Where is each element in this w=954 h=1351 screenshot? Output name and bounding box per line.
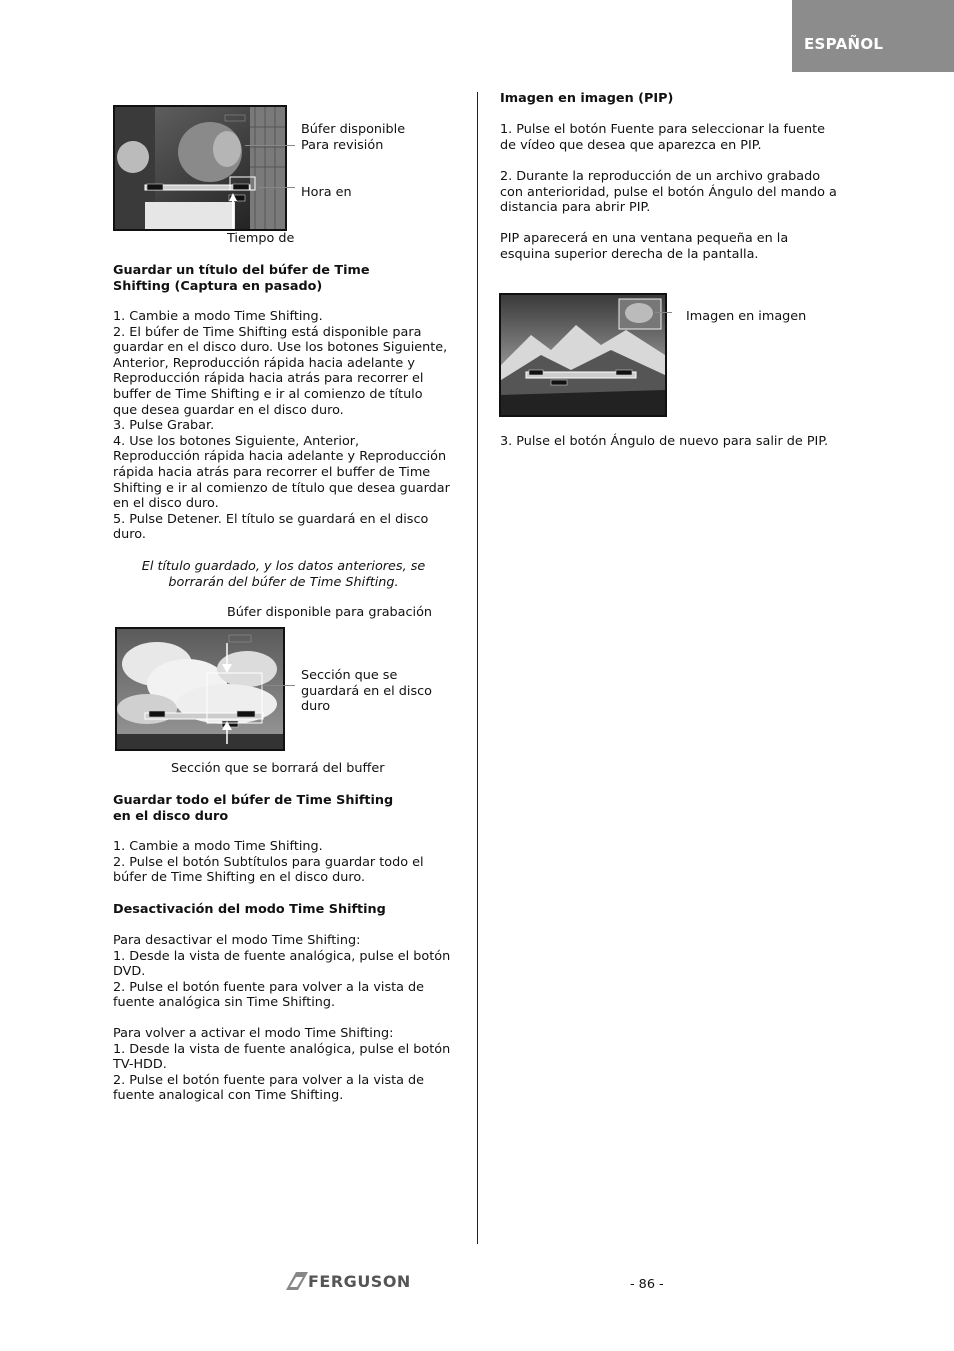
section-body-reactivate: Para volver a activar el modo Time Shifting: 1. Desde la vista de fuente analógica, pulse el botón TV-HDD. 2. Pulse el botón fuente para volver a la vista de fuente analogical con Time Shifting. bbox=[113, 1026, 451, 1104]
time-shift-figure-2 bbox=[115, 627, 285, 751]
pip-heading: Imagen en imagen (PIP) bbox=[500, 91, 674, 106]
column-divider bbox=[477, 92, 478, 1244]
figure-2-image bbox=[117, 629, 283, 749]
pointer-line-time bbox=[258, 187, 295, 188]
figure-1-label-buffer: Búfer disponible Para revisión bbox=[301, 122, 406, 153]
time-shift-figure-1 bbox=[113, 105, 287, 231]
pointer-line-save-section bbox=[262, 685, 295, 686]
pip-step-1: 1. Pulse el botón Fuente para seleccionar la fuente de vídeo que desea que aparezca en PIP. bbox=[500, 122, 826, 153]
figure-3-image bbox=[501, 295, 665, 415]
section-heading-save-all: Guardar todo el búfer de Time Shifting en el disco duro bbox=[113, 793, 394, 824]
page-number: - 86 - bbox=[630, 1277, 664, 1292]
pip-step-2: 2. Durante la reproducción de un archivo grabado con anterioridad, pulse el botón Ángulo del mando a distancia para abrir PIP. bbox=[500, 169, 837, 216]
section-heading-deactivate: Desactivación del modo Time Shifting bbox=[113, 902, 386, 917]
figure-2-label-top: Búfer disponible para grabación bbox=[227, 605, 433, 620]
pip-figure-label: Imagen en imagen bbox=[686, 309, 807, 324]
figure-2-label-bottom: Sección que se borrará del buffer bbox=[171, 761, 385, 776]
language-label: ESPAÑOL bbox=[804, 35, 884, 53]
brand-text: FERGUSON bbox=[308, 1272, 411, 1291]
pip-note: PIP aparecerá en una ventana pequeña en la esquina superior derecha de la pantalla. bbox=[500, 231, 789, 262]
figure-1-label-bottom: Tiempo de bbox=[227, 231, 295, 246]
figure-1-label-time: Hora en bbox=[301, 185, 352, 200]
italic-note: El título guardado, y los datos anteriores, se borrarán del búfer de Time Shifting. bbox=[141, 559, 426, 590]
section-body-save-all: 1. Cambie a modo Time Shifting. 2. Pulse el botón Subtítulos para guardar todo el búfer de Time Shifting en el disco duro. bbox=[113, 839, 424, 886]
ferguson-logo bbox=[286, 1270, 436, 1292]
language-tab bbox=[792, 0, 954, 72]
figure-1-image bbox=[115, 107, 285, 229]
pip-figure bbox=[499, 293, 667, 417]
section-heading-capture-past: Guardar un título del búfer de Time Shifting (Captura en pasado) bbox=[113, 263, 370, 294]
figure-2-label-right: Sección que se guardará en el disco duro bbox=[301, 668, 433, 715]
pointer-line-pip bbox=[655, 312, 672, 313]
pointer-line-buffer bbox=[245, 145, 295, 146]
section-body-capture-past: 1. Cambie a modo Time Shifting. 2. El búfer de Time Shifting está disponible para guardar en el disco duro. Use los botones Siguiente, Anterior, Reproducción rápida hacia adelante y Reproducción rápida hacia atrás para recorrer el buffer de Time Shifting e ir al comienzo de título que desea guardar en el disco duro. 3. Pulse Grabar. 4. Use los botones Siguiente, Anterior, Reproducción rápida hacia adelante y Reproducción rápida hacia atrás para recorrer el buffer de Time Shifting e ir al comienzo de título que desea guardar en el disco duro. 5. Pulse Detener. El título se guardará en el disco duro. bbox=[113, 309, 450, 543]
pip-step-3: 3. Pulse el botón Ángulo de nuevo para salir de PIP. bbox=[500, 434, 829, 449]
section-body-deactivate: Para desactivar el modo Time Shifting: 1. Desde la vista de fuente analógica, pulse el botón DVD. 2. Pulse el botón fuente para volver a la vista de fuente analógica sin Time Shifting. bbox=[113, 933, 451, 1011]
